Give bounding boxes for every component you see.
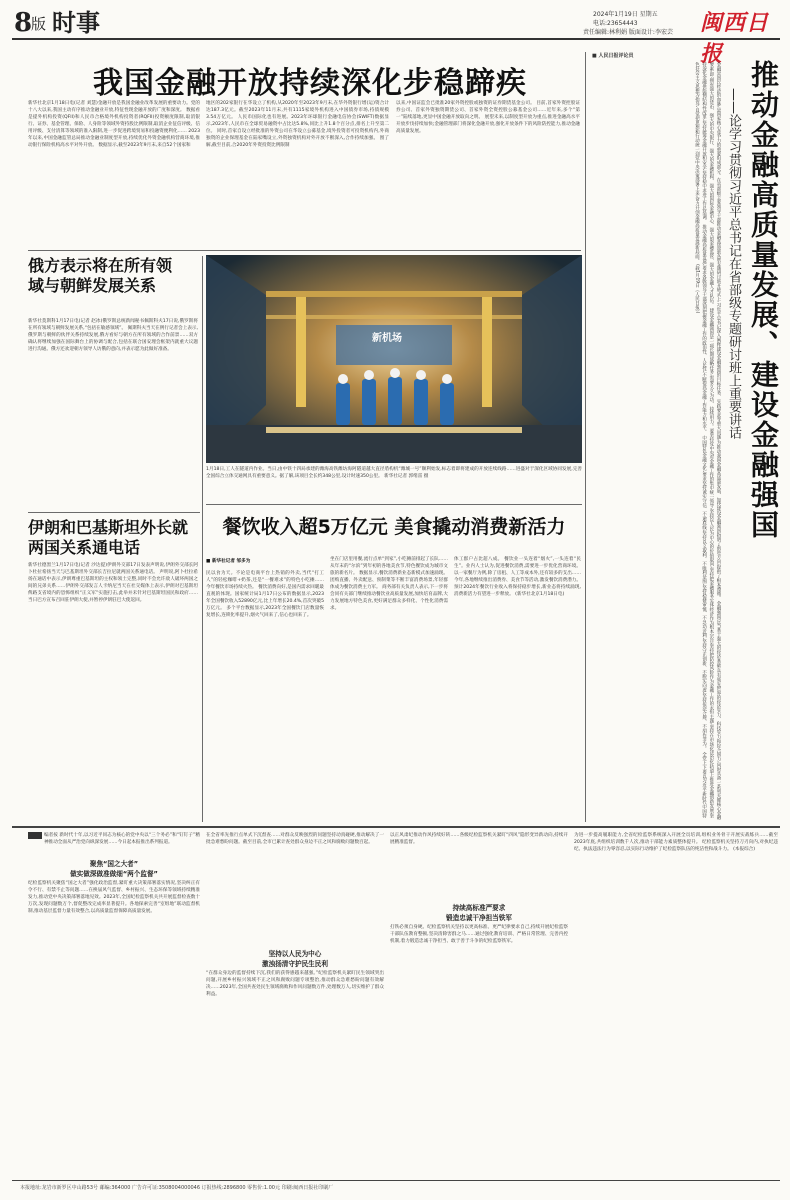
bottom-heading-3: 持续高标准严要求 — [452, 904, 506, 912]
photo-bottom-rule — [206, 504, 582, 505]
bottom-heading-2: 坚持以人民为中心 — [268, 950, 322, 958]
bottom-column-1-lead: 编者按 新时代十年,以习近平同志为核心的党中央以“三个务必”和“钉钉子”精神推动全面从严治党向纵深发展……今日起本报推出系列报道。 — [44, 833, 200, 845]
tunnel-photo — [206, 255, 582, 463]
bottom-column-2-body: 在全省率先推行点单式下沉督查……对群众反映强烈的问题坚持动真碰硬,推动解决了一批急难愁盼问题。截至目前,全市已累计查处群众身边不正之风和腐败问题数百起。 — [206, 833, 384, 845]
right-column-rule — [585, 52, 586, 822]
page-number: 8 — [14, 8, 33, 38]
catering-column-1: 民以食为天。不论是电商平台上热销的外卖,当代“打工人”的轻松咖啡+奶茶,还是“一餐难求”的特色小吃摊……今年餐饮市场持续火热。 餐饮消费向好,是国内需求回暖最直观的体现。国家统计局1月17日公布的数据显示,2023年全国餐饮收入52890亿元,比上年增长20.4%,首次突破5万亿元。 多个平台数据显示,2023年全国餐饮门店数量恢复增长,连锁化率提升,烟火气回来了,信心也回来了。 — [206, 571, 324, 618]
bottom-column-3-body: 以正风肃纪推动作风持续好转……各级纪检监察机关紧盯“四风”隐形变异新动向,持续开展精准监督。 — [390, 833, 568, 845]
left-story-divider — [28, 512, 200, 513]
catering-column-3: 体工群户占比超八成。 餐饮业一头连着“烟火”,一头连着“民生”。业内人士认为,促进餐饮消费,需要进一步优化营商环境。 以一家餐厅为例,除了房租、人工等成本外,还有较多的支出……今年,各地继续推出消费券、美食节等活动,激发餐饮消费潜力。 预计2024年餐饮行业收入将保持稳步增长,新业态将持续涌现,消费新活力有望进一步释放。 (新华社北京1月18日电) — [454, 557, 581, 597]
bottom-editor-note-tag — [28, 832, 42, 839]
iran-story-headline: 伊朗和巴基斯坦外长就两国关系通电话 — [28, 518, 189, 557]
newspaper-logo: 闽西日报 — [700, 10, 770, 67]
theory-label: ■ 人民日报评论员 — [592, 53, 634, 59]
lead-column-1: 新华社北京1月18日电(记者 刘慧)金融开放是我国金融业改革发展的重要动力。党的十八大以来,我国主动有序推动金融业开放,特征性现金融开放的广度和深度。 数据看是提外机构投资(QFII)和人民币合格境外机构投资者(RQFII)投资额度限制,取消银行、证券、基金管理、保险、人身险等领域外资持股比例限制,取消企业征信评级、信用评级、支付清算等领域的准入限制,进一步促进跨境贸易和投融资便利化…… 2023年以来,中国金融监管总局推动金融业制度型开放,持续优化外资金融机构营商环境,推动银行保险机构高水平对外开放。 数据显示,截至2023年9月末,来自52个国家和 — [28, 101, 200, 148]
bottom-column-3-body-2: 打铁必须自身硬。纪检监察机关坚持以更高标准、更严纪律要求自己,持续开展纪检监察干部队伍教育整顿,坚决清除害群之马……通过强化教育培训、严格日常管理、完善内控机制,着力锻造忠诚干净担当、敢于善于斗争的纪检监察铁军。 — [390, 925, 568, 944]
section-name: 时事 — [52, 9, 100, 37]
bottom-column-1-body: 纪检监察机关聚焦“国之大者”强化政治监督,紧盯重大决策部署落实情况,坚决纠正有令不行、有禁不止等问题……在换届风气监督、乡村振兴、生态环保等领域持续精准发力,推动党中央决策部署落地见效。2023年,全国纪检监察机关共开展监督检查数十万次,发现问题数万个,督促整改完成率显著提升。各地探索完善“室组地”联动监督机制,推动基层监督力量有效整合,以高质量监督保障高质量发展。 — [28, 881, 200, 914]
photo-caption: 1月18日,工人在隧道内作业。当日,由中铁十四局承建的潍海高铁潍坊海阿隧道越大直径盾构机“潍城一号”顺利始发,标志着即将建成的开放连续线路……进盛对于深化区域协同发展,完善全国综合立体交通网具有重要意义。据了解,该项目全长约348公里,设计时速350公里。 新华社记者 郭绪雷 摄 — [206, 467, 582, 479]
page-number-label: 版 — [31, 15, 47, 33]
footer-info: 本报地址:龙岩市新罗区中山路53号 邮编:364000 广告许可证:3508004000046 订报热线:2896800 零售价:1.00元 印刷:闽西日报社印刷厂 — [20, 1185, 334, 1191]
left-column-rule — [202, 256, 203, 822]
lead-column-2: 地区的202家银行在华设立了机构,从2020年至2023年9月末,在华外资银行增(运)资合计达187.3亿元。截至2023年11月末,共有1115家境外机构进入中国债券市场,持债规模3.54万亿元。 人民币国际化也有进展。2023年环球银行金融电信协会(SWIFT)数据显示,2023年,人民币在全球贸易融资中占比达5.8%,同比上升1.8个百分点,排名上升至第二位。 同时,首家自设立经批准的外资公司在华设立公募基金,境外投资者可投资机构内,外商独资的企业保理基金在陆家嘴设立,外资独资机构对外开放不断深入,合作持续加强。 围了解,截至目前,合2020年外资投资比例限制 — [206, 101, 389, 148]
issue-date: 2024年1月19日 星期五 — [593, 11, 658, 18]
bottom-column-4-body: 为进一步提高履职能力,全省纪检监察系统深入开展全员培训,组织业务骨干开展实战练兵……截至2023年底,共组织培训数千人次,推动干部能力素质整体提升。 纪检监察机关坚持刀刃向内,对执纪违纪、执法违法行为零容忍,以实际行动维护了纪检监察队伍的纯洁性和战斗力。 (本报综合) — [574, 833, 778, 852]
header-rule — [12, 38, 780, 40]
catering-headline: 餐饮收入超5万亿元 美食撬动消费新活力 — [222, 516, 566, 538]
section-phone: 电话:23654443 — [593, 20, 638, 27]
page-editors: 责任编辑:林利娟 版面设计:李宏芸 — [583, 29, 673, 36]
bottom-subheading-3: 锻造忠诚干净担当铁军 — [446, 914, 512, 922]
tunnel-sign: 新机场 — [372, 333, 402, 344]
iran-story-body: 新华社德黑兰1月17日电(记者 沙达提)伊朗外交部17日发表声明说,伊朗外交部长阿卜杜拉希扬当天与巴基斯坦外交部长吉拉尼就两国关系通电话。 声明说,阿卜杜拉希扬在通话中表示,伊朗尊重巴基斯坦的主权和领土完整,同时不会允许敌人破坏两国之间的兄弟关系……伊朗外交部发言人卡纳尼当天在社交媒体上表示,伊朗对巴基斯坦俾路支省境内的恐怖组织“正义军”实施打击,此举并未针对巴基斯坦国民和政府……当日巴方宣布召回驻伊朗大使,并暂停伊朗驻巴大使返回。 — [28, 563, 198, 603]
bottom-subheading-2: 激浊扬清守护民生民利 — [262, 960, 328, 968]
theory-headline: 推动金融高质量发展、建设金融强国 — [747, 60, 780, 540]
russia-story-body: 新华社莫斯科1月17日电(记者 赵冰)俄罗斯总统新闻秘书佩斯科夫17日说,俄罗斯将在所有领域与朝鲜发展关系,“包括在敏感领域”。 佩斯科夫当天在例行记者会上表示,俄罗斯与朝鲜的伙伴关系持续发展,俄方看好与朝方在所有领域的合作前景……双方确认将继续加强在国际舞台上的协调与配合,包括在联合国安理会框架内就重大议题进行沟通。俄方还欢迎朝方领导人访俄的意向,并表示愿为此做好准备。 — [28, 319, 198, 352]
bottom-subheading-1: 做实做深做准做细“两个监督” — [70, 870, 158, 878]
bottom-section-rule — [12, 826, 780, 828]
theory-subtitle: ——论学习贯彻习近平总书记在省部级专题研讨班上重要讲话 — [726, 88, 741, 439]
bottom-heading-1: 聚焦“国之大者” — [89, 860, 139, 868]
bottom-column-2-body-2: “在群众身边的监督持续下沉,我们的获得感越来越强。”纪检监察机关紧盯民生领域突出问题,开展乡村振兴领域不正之风和腐败问题专项整治,推动群众急难愁盼问题有效解决……2023年,全国共查处民生领域腐败和作风问题数万件,处理数万人,切实维护了群众利益。 — [206, 971, 384, 997]
russia-story-headline: 俄方表示将在所有领域与朝鲜发展关系 — [28, 256, 173, 295]
catering-column-2: 坐在门店里用餐,流行点单“到家”,小吃摊前排起了长队……从年末的“尔滨”到年初的各地美食节,特色餐饮成为城市文旅的新名片。 数据显示,餐饮消费新业态新模式加速涌现。团购直播、外卖配送、预制菜等不断丰富消费场景,年轻群体成为餐饮消费主力军。 商务部有关负责人表示,下一步将会同有关部门继续推动餐饮业高质量发展,加快培育品牌,大力发展地方特色美食,更好满足群众多样化、个性化消费需求。 — [330, 557, 448, 611]
tunnel-photo-graphic — [206, 255, 582, 463]
lead-column-3: 以来,中国证监会已批准20家外资控股或独资的证券期货基金公司。 目前,首家外资控股证券公司、首家外资独资期货公司、首家外资全资控股公募基金公司……近年来,多个“第一”陆续落地,更显中国金融开放取向之明。 展望未来,以制度型开放为重点,推进金融高水平开放步伐持续加快;金融管理部门将深化金融开放,强化开放条件下的风险防控能力,推动金融高质量发展。 — [396, 101, 580, 134]
lead-headline: 我国金融开放持续深化步稳蹄疾 — [93, 66, 527, 101]
catering-byline: ■ 新华社记者 邹多为 — [206, 559, 251, 564]
lead-bottom-rule — [28, 250, 581, 251]
footer-rule — [12, 1180, 780, 1181]
theory-body: 金融是国民经济的血脉,是国家核心竞争力的重要组成部分。在省部级主要领导干部推动金融高质量发展专题研讨班开班式上,习近平总书记深入阐释建设金融强国的目标任务、实践要求等重大问题,为推动我国金融高质量发展、加快建设金融强国指明了前进方向,提供了根本遵循。 金融强国应当基于强大的经济基础,具有领先世界的经济实力、科技实力和综合国力,同时具备一系列关键核心金融要素,即:拥有强大的货币、强大的中央银行、强大的金融机构、强大的国际金融中心、强大的金融监管、强大的金融人才队伍。 建设金融强国是一项长期战略任务,需要久久为功、持续用力。要坚持党中央对金融工作的集中统一领导,坚持以人民为中心的价值取向,坚持把金融服务实体经济作为根本宗旨,坚持把防控风险作为金融工作的永恒主题,坚持在市场化法治化轨道上推进金融创新发展,坚持深化金融供给侧结构性改革,坚持统筹金融开放和安全,坚持稳中求进工作总基调。 推动金融高质量发展,要求各级领导干部深刻把握金融工作的政治性、人民性,不断提高金融工作能力和水平。 中国特色金融文化,要求坚持诚实守信、不逾底线,坚持以义取利、不唯利是图,坚持稳健审慎、不急功近利,坚持守正创新、不脱实向虚,坚持依法合规、不胡作非为。 全党上下要以习近平新时代中国特色社会主义思想为指导,自觉把思想和行动统一到党中央决策部署上来,奋力开创金融高质量发展新局面。 (载1月19日《人民日报》) — [694, 62, 721, 820]
